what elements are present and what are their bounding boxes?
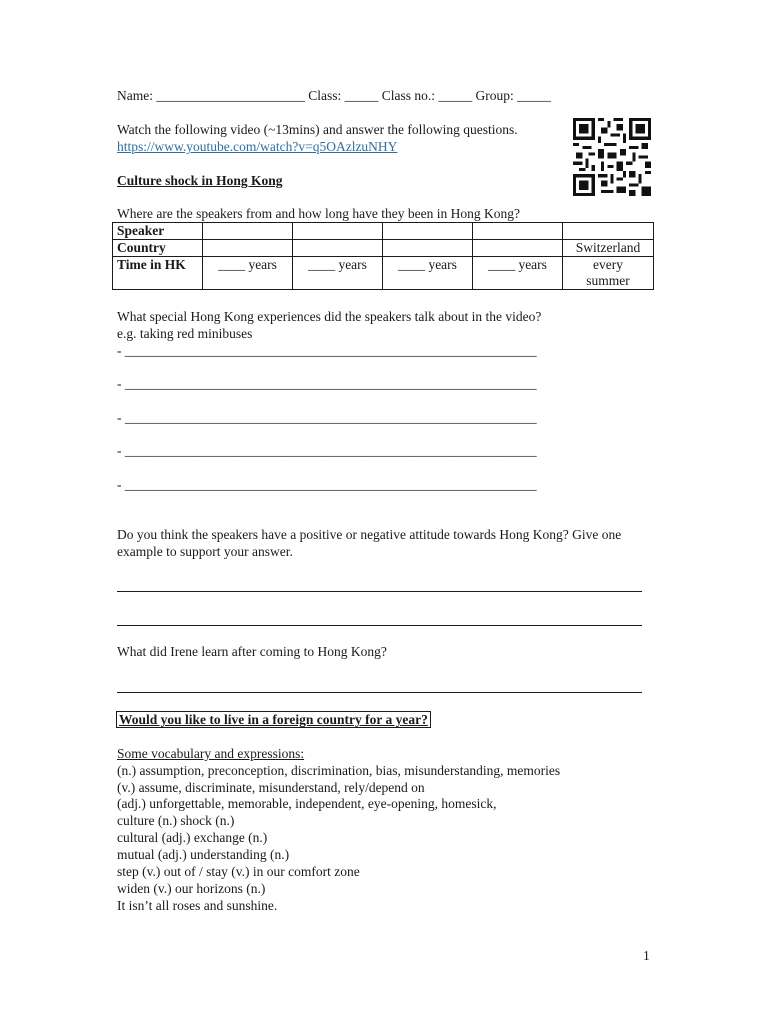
table-row (113, 223, 654, 240)
page-number: 1 (643, 948, 650, 963)
vocab-item: It isn’t all roses and sunshine. (117, 898, 278, 913)
table-cell[interactable] (383, 240, 473, 257)
section-title-culture-shock: Culture shock in Hong Kong (117, 173, 283, 188)
question-irene: What did Irene learn after coming to Hong Kong? (117, 644, 387, 659)
video-link[interactable]: https://www.youtube.com/watch?v=q5OAzlzuNHY (117, 139, 398, 154)
answer-line[interactable]: - _____________________________________________________________ (117, 343, 537, 358)
answer-line[interactable]: - _____________________________________________________________ (117, 410, 537, 425)
answer-line[interactable]: - _____________________________________________________________ (117, 443, 537, 458)
years-cell[interactable]: ____ years (473, 257, 563, 290)
time-line-1: every (593, 257, 623, 272)
vocab-item: cultural (adj.) exchange (n.) (117, 830, 268, 845)
table-cell[interactable] (473, 240, 563, 257)
time-line-2: summer (586, 273, 630, 288)
name-class-line: Name: ______________________ Class: _____ Class no.: _____ Group: _____ (117, 88, 551, 103)
question-speakers: Where are the speakers from and how long have they been in Hong Kong? (117, 206, 520, 221)
table-cell[interactable] (383, 223, 473, 240)
vocab-item: mutual (adj.) understanding (n.) (117, 847, 290, 862)
vocab-item: step (v.) out of / stay (v.) in our comfort zone (117, 864, 360, 879)
vocab-item: culture (n.) shock (n.) (117, 813, 235, 828)
vocab-item: (v.) assume, discriminate, misunderstand, rely/depend on (117, 780, 425, 795)
answer-line[interactable] (117, 625, 642, 626)
answer-line[interactable] (117, 692, 642, 693)
vocab-item: (adj.) unforgettable, memorable, independent, eye-opening, homesick, (117, 796, 497, 811)
row-label-speaker: Speaker (113, 223, 203, 240)
question-attitude: Do you think the speakers have a positive or negative attitude towards Hong Kong? Give one (117, 527, 622, 542)
table-cell[interactable] (293, 240, 383, 257)
qr-code-icon (573, 118, 651, 196)
example-text: e.g. taking red minibuses (117, 326, 253, 341)
table-cell[interactable] (563, 223, 654, 240)
vocab-item: widen (v.) our horizons (n.) (117, 881, 266, 896)
row-label-time: Time in HK (113, 257, 203, 290)
section-title-foreign-country: Would you like to live in a foreign country for a year? (116, 711, 431, 728)
answer-line[interactable] (117, 591, 642, 592)
answer-line[interactable]: - _____________________________________________________________ (117, 477, 537, 492)
years-cell[interactable]: ____ years (203, 257, 293, 290)
answer-line[interactable]: - _____________________________________________________________ (117, 376, 537, 391)
vocab-item: (n.) assumption, preconception, discrimination, bias, misunderstanding, memories (117, 763, 561, 778)
speakers-table (112, 222, 654, 290)
table-cell[interactable] (293, 223, 383, 240)
table-row (113, 257, 654, 290)
table-cell[interactable] (203, 223, 293, 240)
table-row (113, 240, 654, 257)
video-instruction: Watch the following video (~13mins) and answer the following questions. (117, 122, 518, 137)
country-cell: Switzerland (563, 240, 654, 257)
table-cell[interactable] (473, 223, 563, 240)
row-label-country: Country (113, 240, 203, 257)
question-experiences: What special Hong Kong experiences did the speakers talk about in the video? (117, 309, 542, 324)
table-cell[interactable] (203, 240, 293, 257)
time-cell (563, 257, 654, 290)
question-attitude-cont: example to support your answer. (117, 544, 293, 559)
section-title-foreign-country-wrap (116, 712, 431, 728)
vocab-heading: Some vocabulary and expressions: (117, 746, 305, 761)
years-cell[interactable]: ____ years (293, 257, 383, 290)
years-cell[interactable]: ____ years (383, 257, 473, 290)
